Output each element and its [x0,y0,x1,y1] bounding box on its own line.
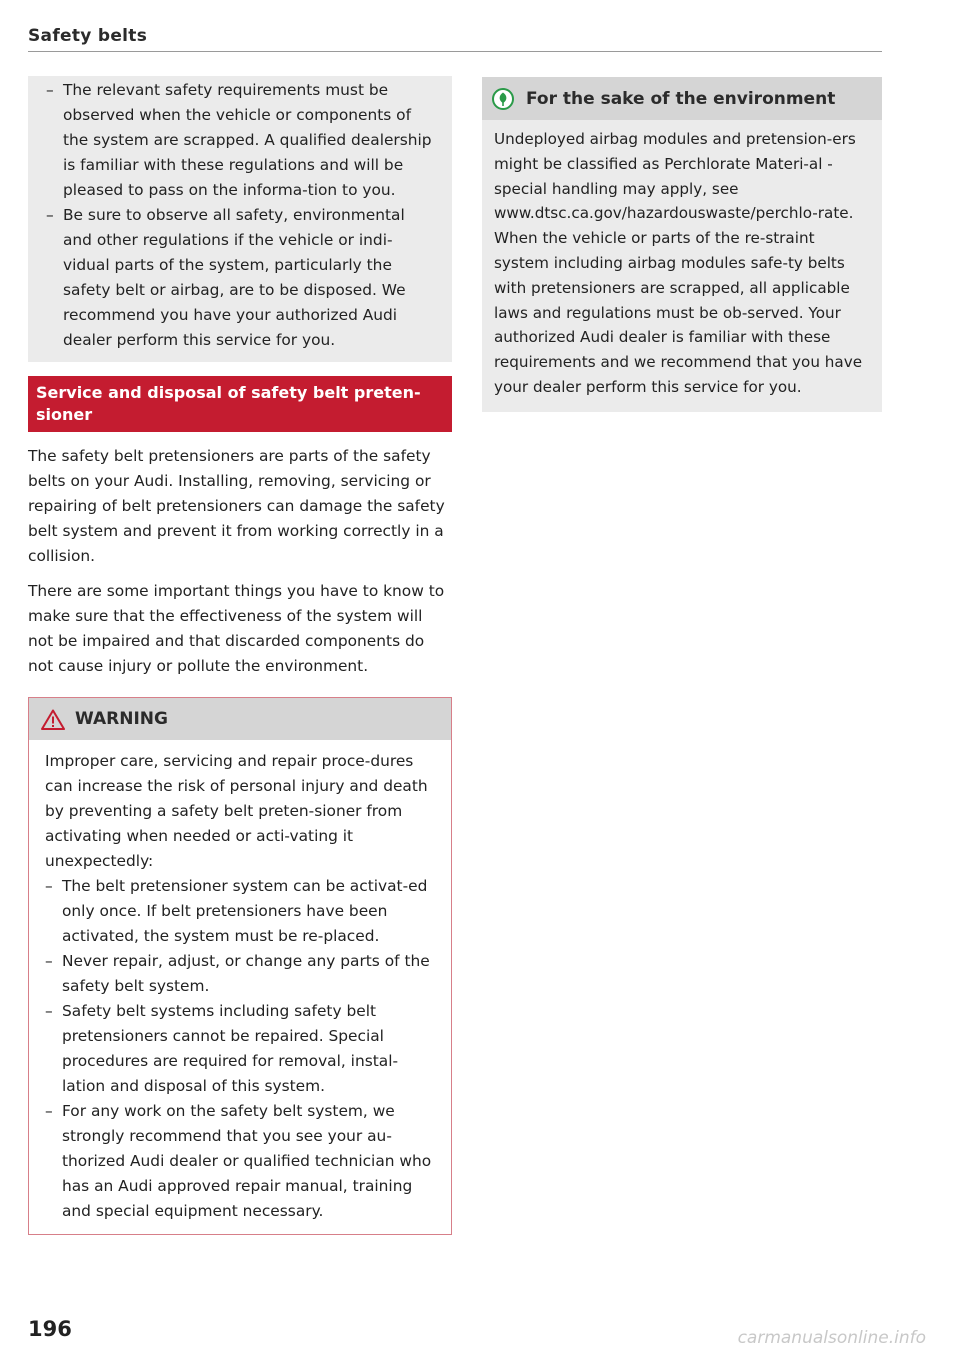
environment-text: Undeployed airbag modules and pretension-ers might be classified as Perchlorate Materi-al -special handling may apply, see www.dtsc.ca.gov/hazardouswaste/perchlo-rate. When the vehicle or parts of the re-straint system including airbag modules safe-ty belts with pretensioners are scrapped, all applicable laws and regulations must be ob-served. Your authorized Audi dealer is familiar with these requirements and we recommend that you have your dealer perform this service for you. [494,130,863,396]
warning-title: WARNING [75,709,168,729]
environment-header [482,77,882,120]
page-number: 196 [28,1317,72,1341]
section-heading: Service and disposal of safety belt preten-sioner [28,376,452,432]
warning-box [28,697,452,1235]
warning-header [29,698,451,740]
warning-list [45,874,435,1224]
running-head: Safety belts [28,26,148,46]
list-item: – Safety belt systems including safety belt pretensioners cannot be repaired. Special procedures are required for removal, instal-lation and disposal of this system. [45,999,435,1099]
warning-body [29,740,451,1234]
list-item: – Be sure to observe all safety, environmental and other regulations if the vehicle or indi-vidual parts of the system, particularly the safety belt or airbag, are to be disposed. We recommend you have your authorized Audi dealer perform this service for you. [46,203,434,353]
body-paragraph: There are some important things you have to know to make sure that the effectiveness of the system will not be impaired and that discarded components do not cause injury or pollute the environment. [28,582,445,675]
warning-triangle-icon [41,709,65,730]
list-item: – The relevant safety requirements must be observed when the vehicle or components of the system are scrapped. A qualified dealership is familiar with these regulations and will be pleased to pass on the informa-tion to you. [46,78,434,203]
header-rule [28,51,882,52]
environment-title: For the sake of the environment [526,88,836,109]
disposal-notes-list [46,76,434,353]
list-item: – For any work on the safety belt system, we strongly recommend that you see your au-thorized Audi dealer or qualified technician who has an Audi approved repair manual, training and special equipment necessary. [45,1099,435,1224]
right-column [482,77,882,412]
leaf-circle-icon [492,88,514,110]
body-paragraph: The safety belt pretensioners are parts of the safety belts on your Audi. Installing, removing, servicing or repairing of belt pretensioners can damage the safety belt system and prevent it from working correctly in a collision. [28,447,445,565]
warning-intro: Improper care, servicing and repair proce-dures can increase the risk of personal injury and death by preventing a safety belt preten-sioner from activating when needed or acti-vating it unexpectedly: [45,752,428,870]
left-column [28,76,452,1235]
environment-body [482,120,882,412]
list-item: – The belt pretensioner system can be activat-ed only once. If belt pretensioners have been activated, the system must be re-placed. [45,874,435,949]
list-item: – Never repair, adjust, or change any parts of the safety belt system. [45,949,435,999]
disposal-notes-box [28,76,452,362]
watermark: carmanualsonline.info [737,1328,926,1348]
